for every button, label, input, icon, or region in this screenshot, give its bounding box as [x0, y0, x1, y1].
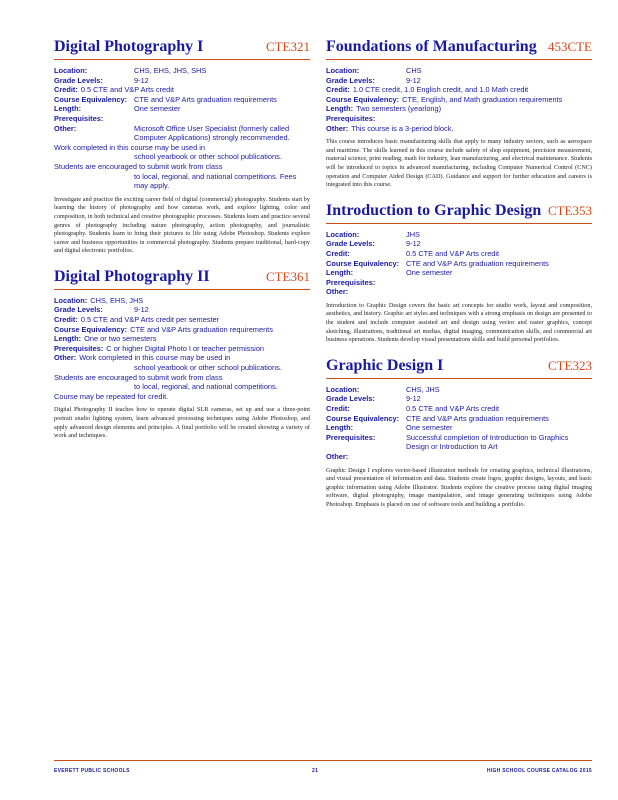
- credit-value: 0.5 CTE and V&P Arts credit: [80, 85, 174, 95]
- location-label: Location:: [54, 295, 88, 305]
- location-label: Location:: [326, 229, 360, 239]
- course-description: Graphic Design I explores vector-based illustration methods for creating graphics, technical illustrations, and visual presentation of information and data. Students create logos, graphic designs, layouts, and basic graphic information using Adobe Illustrator. Students explore the creative process using digital imaging software, digital photography, image manipulation, and image generating techniques using Adobe Photoshop. Emphasis is placed on use of software tools and building a portfolio.: [326, 466, 592, 508]
- prerequisites-label: Prerequisites:: [326, 277, 376, 287]
- location-label: Location:: [54, 66, 88, 75]
- course-code: CTE323: [547, 357, 592, 373]
- grade-value: 9-12: [134, 75, 149, 85]
- course-description: Investigate and practice the exciting career field of digital (commercial) photography. Students start by learning the history of photography and how cameras work, and explore lighting, color and composition, in both technical and creative photographic processes. Students learn and practice several genres of photography including nature photography, action photography, and journalistic photography. Students learn to bring their pictures to life using Adobe Photoshop. Students explore career and business opportunities in commercial photography. Students prepare traditional, hard-copy and digital electronic portfolios.: [54, 195, 310, 255]
- credit-label: Credit:: [326, 248, 350, 258]
- prerequisites-label: Prerequisites:: [54, 113, 104, 123]
- grade-label: Grade Levels:: [54, 305, 103, 315]
- credit-label: Credit:: [326, 85, 350, 95]
- prerequisites-value: Successful completion of Introduction to Graphics Design or Introduction to Art: [406, 432, 569, 452]
- other-note: to local, regional, and national competitions.: [134, 382, 278, 392]
- footer-catalog: HIGH SCHOOL COURSE CATALOG 2015: [486, 768, 592, 774]
- equivalency-value: CTE and V&P Arts graduation requirements: [130, 324, 273, 334]
- prerequisites-label: Prerequisites:: [326, 113, 376, 123]
- grade-label: Grade Levels:: [326, 239, 375, 249]
- equivalency-value: CTE and V&P Arts graduation requirements: [406, 258, 549, 268]
- grade-label: Grade Levels:: [326, 75, 375, 85]
- equivalency-label: Course Equivalency:: [326, 413, 400, 423]
- length-value: One semester: [406, 268, 453, 278]
- other-label: Other:: [54, 123, 77, 133]
- length-value: One semester: [406, 423, 453, 433]
- course-title: Foundations of Manufacturing: [326, 38, 537, 55]
- course-title: Digital Photography II: [54, 267, 210, 285]
- location-label: Location:: [326, 384, 360, 394]
- other-note: Students are encouraged to submit work from class: [54, 161, 223, 171]
- length-label: Length:: [54, 104, 82, 114]
- other-value: [406, 287, 592, 297]
- length-label: Length:: [326, 104, 354, 114]
- prerequisites-value: [134, 114, 310, 124]
- other-label: Other:: [326, 287, 349, 297]
- grade-label: Grade Levels:: [326, 394, 375, 404]
- credit-value: 0.5 CTE and V&P Arts credit: [406, 248, 500, 258]
- other-label: Other:: [326, 452, 349, 461]
- location-value: CHS, EHS, JHS: [90, 295, 144, 305]
- equivalency-label: Course Equivalency:: [54, 94, 128, 104]
- credit-label: Credit:: [54, 315, 78, 325]
- length-label: Length:: [54, 334, 82, 344]
- length-value: Two semesters (yearlong): [356, 104, 442, 114]
- course-header: [326, 357, 592, 379]
- other-note: Students are encouraged to submit work from class: [54, 372, 223, 382]
- other-label: Other:: [326, 123, 349, 133]
- other-note: Course may be repeated for credit.: [54, 391, 169, 401]
- location-value: JHS: [406, 229, 420, 239]
- footer-district: EVERETT PUBLIC SCHOOLS: [54, 768, 130, 774]
- credit-label: Credit:: [54, 85, 78, 95]
- left-column: [54, 38, 310, 453]
- prerequisites-value: [406, 278, 592, 288]
- equivalency-value: CTE, English, and Math graduation requirements: [402, 94, 563, 104]
- other-note: Work completed in this course may be used in: [54, 142, 206, 152]
- credit-value: 0.5 CTE and V&P Arts credit: [406, 404, 500, 414]
- course-description: Introduction to Graphic Design covers the basic art concepts for studio work, layout and composition, aesthetics, and history. Graphic art styles and techniques with a strong emphasis on design are presented to the student and include computer assisted art and design using vector and raster graphics, concept sketching, illustrations, traditional art medias, digital imaging, communication skills, and commercial art business operations. Students develop visual presentations skills and build personal portfolios.: [326, 301, 592, 344]
- course-header: [326, 202, 592, 224]
- course-description: This course introduces basic manufacturing skills that apply to many industry sectors, such as aerospace and maritime. The skills learned in this course include safety of shop equipment, precision measurement, material science, print reading, math for industry, lean manufacturing, and electrical maintenance. Students will be introduced to topics in advanced manufacturing, including Computer Numerical Control (CNC) operation and Computer Aided Design (CAD). Guidance and support for further education and careers is integrated into this course.: [326, 138, 592, 189]
- course-code: CTE361: [265, 268, 310, 284]
- equivalency-label: Course Equivalency:: [54, 324, 128, 334]
- location-value: CHS, EHS, JHS, SHS: [134, 66, 207, 75]
- prerequisites-value: [378, 114, 592, 124]
- length-value: One semester: [134, 104, 181, 114]
- location-value: CHS: [406, 66, 422, 75]
- other-label: Other:: [54, 353, 77, 363]
- prerequisites-value: C or higher Digital Photo I or teacher permission: [106, 343, 265, 353]
- other-value: [406, 452, 592, 462]
- footer-divider: [54, 760, 592, 761]
- other-note: school yearbook or other school publications.: [134, 363, 282, 373]
- prerequisites-label: Prerequisites:: [54, 343, 104, 353]
- length-label: Length:: [326, 423, 354, 433]
- grade-value: 9-12: [406, 75, 421, 85]
- course-foundations-of-manufacturing: [326, 38, 592, 190]
- credit-value: 1.0 CTE credit, 1.0 English credit, and 1.0 Math credit: [352, 85, 529, 95]
- other-note: to local, regional, and national competitions. Fees may apply.: [134, 171, 297, 191]
- other-note: school yearbook or other school publications.: [134, 152, 282, 162]
- other-value: Microsoft Office User Specialist (formerly called Computer Applications) strongly recommended.: [134, 123, 290, 143]
- other-value: This course is a 3-period block.: [351, 123, 454, 133]
- course-title: Introduction to Graphic Design: [326, 201, 542, 219]
- course-digital-photography-1: [54, 38, 310, 256]
- course-header: [326, 38, 592, 60]
- length-value: One or two semesters: [84, 334, 157, 344]
- grade-value: 9-12: [134, 305, 149, 315]
- course-code: CTE321: [265, 39, 310, 54]
- right-column: [326, 38, 592, 522]
- equivalency-label: Course Equivalency:: [326, 94, 400, 104]
- credit-label: Credit:: [326, 404, 350, 414]
- location-value: CHS, JHS: [406, 384, 440, 394]
- grade-value: 9-12: [406, 394, 421, 404]
- course-code: 453CTE: [547, 39, 592, 54]
- location-label: Location:: [326, 66, 360, 75]
- course-header: [54, 38, 310, 60]
- grade-label: Grade Levels:: [54, 75, 103, 85]
- course-graphic-design-1: [326, 357, 592, 510]
- course-digital-photography-2: [54, 268, 310, 441]
- other-value: Work completed in this course may be used in: [79, 353, 231, 363]
- page-number: 21: [312, 768, 319, 774]
- course-description: Digital Photography II teaches how to operate digital SLR cameras, set up and use a three-point portrait studio lighting system, learn advanced processing techniques using Adobe Photoshop, and apply advanced design elements and principles. A final portfolio will be created showing a variety of work and techniques.: [54, 406, 310, 440]
- course-title: Digital Photography I: [54, 38, 204, 55]
- equivalency-value: CTE and V&P Arts graduation requirements: [134, 94, 277, 104]
- length-label: Length:: [326, 268, 354, 278]
- grade-value: 9-12: [406, 239, 421, 249]
- course-code: CTE353: [547, 202, 592, 218]
- equivalency-label: Course Equivalency:: [326, 258, 400, 268]
- credit-value: 0.5 CTE and V&P Arts credit per semester: [80, 315, 220, 325]
- equivalency-value: CTE and V&P Arts graduation requirements: [406, 413, 549, 423]
- course-title: Graphic Design I: [326, 356, 444, 374]
- course-intro-graphic-design: [326, 202, 592, 345]
- course-header: [54, 268, 310, 290]
- prerequisites-label: Prerequisites:: [326, 432, 376, 442]
